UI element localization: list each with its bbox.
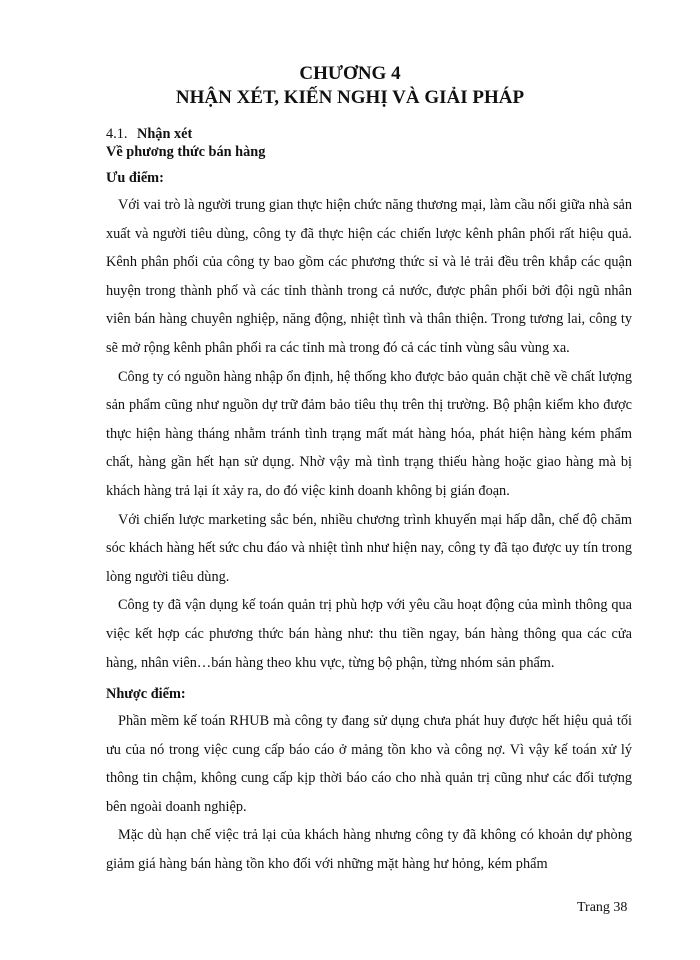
advantages-paragraph: Với chiến lược marketing sắc bén, nhiều chương trình khuyến mại hấp dẫn, chế độ chăm sóc khách hàng hết sức chu đáo và nhiệt tình như hiện nay, công ty đã tạo được uy tín trong lòng người tiêu dùng. xyxy=(106,511,632,585)
page-number: Trang 38 xyxy=(577,900,628,915)
document-body xyxy=(106,126,632,879)
disadvantages-paragraph: Phần mềm kế toán RHUB mà công ty đang sử dụng chưa phát huy được hết hiệu quả tối ưu của nó trong việc cung cấp báo cáo ở mảng tồn kho và công nợ. Vì vậy kế toán xử lý thông tin chậm, không cung cấp kịp thời báo cáo cho nhà quản trị cũng như các đối tượng bên ngoài doanh nghiệp. xyxy=(106,713,632,815)
chapter-title: NHẬN XÉT, KIẾN NGHỊ VÀ GIẢI PHÁP xyxy=(175,87,525,108)
section-title: Nhận xét xyxy=(137,126,193,142)
advantages-paragraph: Công ty đã vận dụng kế toán quản trị phù hợp với yêu cầu hoạt động của mình thông qua việc kết hợp các phương thức bán hàng như: thu tiền ngay, bán hàng thông qua các cửa hàng, nhân viên…bán hàng theo khu vực, từng bộ phận, từng nhóm sản phẩm. xyxy=(106,597,632,671)
chapter-heading xyxy=(0,62,700,110)
section-heading xyxy=(106,126,632,143)
disadvantages-label: Nhược điểm: xyxy=(106,686,186,703)
section-number: 4.1. xyxy=(106,126,128,142)
advantages-paragraph: Với vai trò là người trung gian thực hiện chức năng thương mại, làm cầu nối giữa nhà sản xuất và người tiêu dùng, công ty đã thực hiện các chiến lược kênh phân phối rất hiệu quả. Kênh phân phối của công ty bao gồm các phương thức sỉ và lẻ trải đều trên khắp các quận huyện trong thành phố và các tỉnh thành trong cả nước, được phân phối bởi đội ngũ nhân viên bán hàng chuyên nghiệp, năng động, nhiệt tình và thân thiện. Trong tương lai, công ty sẽ mở rộng kênh phân phối ra các tỉnh mà trong đó cả các tỉnh vùng sâu vùng xa. xyxy=(106,197,632,356)
advantages-paragraph: Công ty có nguồn hàng nhập ổn định, hệ thống kho được bảo quản chặt chẽ về chất lượng sản phẩm cũng như nguồn dự trữ đảm bảo tiêu thụ trên thị trường. Bộ phận kiểm kho được thực hiện hàng tháng nhằm tránh tình trạng mất mát hàng hóa, phát hiện hàng kém phẩm chất, hàng gần hết hạn sử dụng. Nhờ vậy mà tình trạng thiếu hàng hoặc giao hàng mà bị khách hàng trả lại ít xảy ra, do đó việc kinh doanh không bị gián đoạn. xyxy=(106,368,632,499)
advantages-label: Ưu điểm: xyxy=(106,170,164,186)
chapter-number: CHƯƠNG 4 xyxy=(299,63,401,84)
disadvantages-paragraph: Mặc dù hạn chế việc trả lại của khách hàng nhưng công ty đã không có khoản dự phòng giảm giá hàng bán hàng tồn kho đối với những mặt hàng hư hỏng, kém phẩm xyxy=(106,827,632,873)
subheading: Về phương thức bán hàng xyxy=(106,144,266,160)
